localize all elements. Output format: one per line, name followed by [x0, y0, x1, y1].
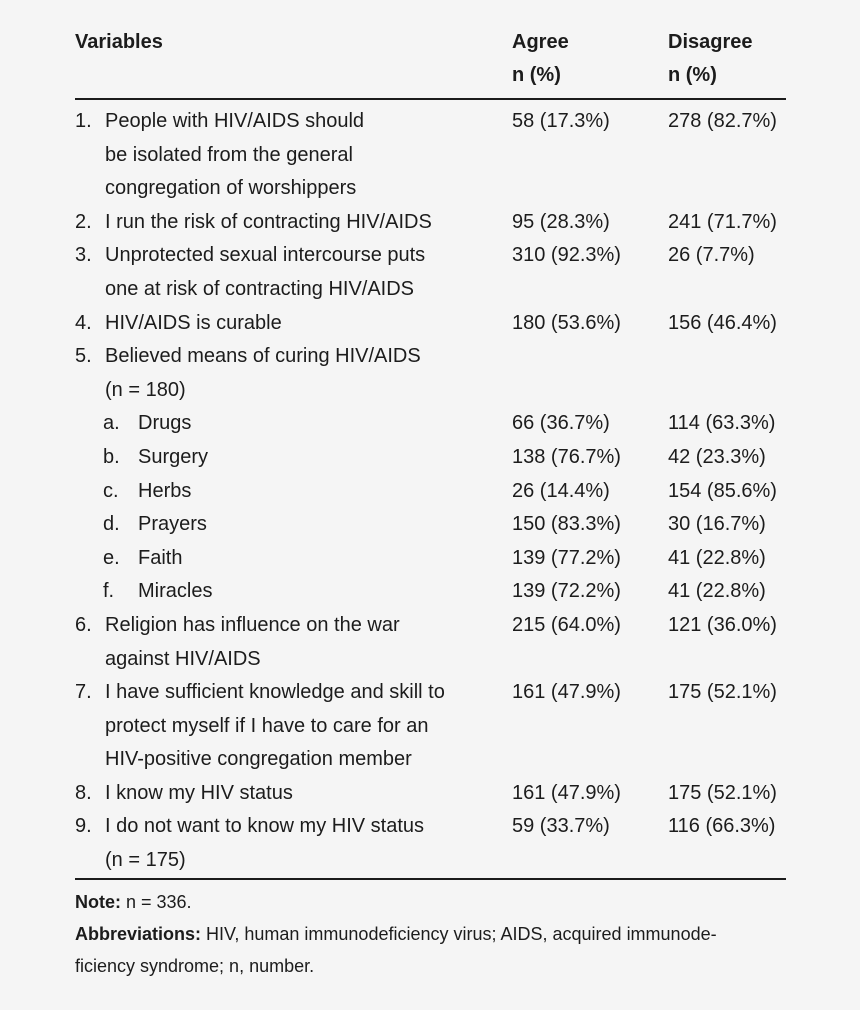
row-number: 3. [75, 244, 92, 267]
agree-value: 59 (33.7%) [512, 815, 610, 838]
table-row [75, 676, 786, 777]
row-number: a. [103, 412, 120, 435]
variable-text-line: Miracles [138, 580, 213, 603]
variable-text-line: I run the risk of contracting HIV/AIDS [105, 210, 432, 233]
variable-cell [75, 810, 512, 877]
agree-value: 161 (47.9%) [512, 681, 621, 704]
disagree-value: 26 (7.7%) [668, 244, 755, 267]
disagree-value: 241 (71.7%) [668, 210, 777, 233]
variable-text-line: Religion has influence on the war [105, 613, 400, 636]
variable-text-line: Drugs [138, 412, 192, 435]
agree-value: 310 (92.3%) [512, 244, 621, 267]
variable-text [105, 307, 512, 341]
variable-cell [75, 575, 512, 609]
table-row [75, 508, 786, 542]
row-number: 2. [75, 210, 92, 233]
column-header-agree-label: Agree [512, 31, 569, 53]
variable-text-line: Unprotected sexual intercourse puts [105, 244, 426, 267]
variable-text [138, 575, 512, 609]
variable-cell [75, 508, 512, 542]
abbreviations-label: Abbreviations: [75, 923, 202, 944]
row-number: f. [103, 580, 115, 603]
variable-text-line: one at risk of contracting HIV/AIDS [105, 277, 415, 300]
table-row [75, 542, 786, 576]
agree-value: 139 (77.2%) [512, 546, 621, 569]
column-header-agree [512, 26, 668, 92]
disagree-value: 121 (36.0%) [668, 613, 777, 636]
variable-text-line: HIV-positive congregation member [105, 748, 412, 771]
variable-cell [75, 105, 512, 206]
agree-value: 95 (28.3%) [512, 210, 610, 233]
row-number: 1. [75, 110, 92, 132]
agree-value: 161 (47.9%) [512, 781, 621, 804]
variable-text [138, 441, 512, 475]
disagree-value: 156 (46.4%) [668, 311, 777, 334]
variable-cell [75, 609, 512, 676]
row-number: d. [103, 513, 120, 536]
survey-results-table [75, 26, 786, 982]
disagree-value: 41 (22.8%) [668, 546, 766, 569]
variable-text-line: (n = 175) [105, 849, 186, 872]
row-number: 5. [75, 345, 92, 368]
variable-cell [75, 206, 512, 240]
variable-text-line: I have sufficient knowledge and skill to [105, 681, 445, 704]
row-number: c. [103, 479, 119, 502]
disagree-value: 154 (85.6%) [668, 479, 777, 502]
note-label: Note: [75, 891, 121, 912]
disagree-value: 175 (52.1%) [668, 681, 777, 704]
variable-text-line: (n = 180) [105, 378, 186, 401]
variable-cell [75, 307, 512, 341]
footer-rule [75, 878, 786, 880]
table-row [75, 239, 786, 306]
row-number: 4. [75, 311, 92, 334]
variable-text [138, 542, 512, 576]
abbreviations-line-2: ficiency syndrome; n, number. [75, 955, 315, 976]
variable-text-line: be isolated from the general [105, 143, 353, 166]
variable-text [138, 475, 512, 509]
table-row [75, 441, 786, 475]
table-row [75, 810, 786, 877]
row-number: b. [103, 445, 120, 468]
variable-text-line: against HIV/AIDS [105, 647, 261, 670]
row-number: 7. [75, 681, 92, 704]
agree-value: 26 (14.4%) [512, 479, 610, 502]
variable-cell [75, 777, 512, 811]
disagree-value: 30 (16.7%) [668, 513, 766, 536]
variable-text-line: Surgery [138, 445, 209, 468]
column-header-variables-label: Variables [75, 31, 163, 53]
variable-cell [75, 340, 512, 407]
agree-value: 180 (53.6%) [512, 311, 621, 334]
variable-text-line: People with HIV/AIDS should [105, 110, 365, 132]
variable-text-line: HIV/AIDS is curable [105, 311, 282, 334]
variable-text [138, 407, 512, 441]
disagree-value: 42 (23.3%) [668, 445, 766, 468]
variable-text-line: I know my HIV status [105, 781, 293, 804]
variable-text [105, 609, 512, 676]
note-text: n = 336. [121, 891, 192, 912]
table-row [75, 777, 786, 811]
row-number: 9. [75, 815, 92, 838]
variable-cell [75, 441, 512, 475]
variable-text [105, 810, 512, 877]
table-row [75, 609, 786, 676]
column-header-disagree [668, 26, 786, 92]
table-row [75, 105, 786, 206]
variable-text-line: Faith [138, 546, 183, 569]
disagree-value: 116 (66.3%) [668, 815, 776, 838]
variable-text [105, 777, 512, 811]
variable-text [105, 239, 512, 306]
agree-value: 215 (64.0%) [512, 613, 621, 636]
table-header-row [75, 26, 786, 92]
variable-cell [75, 475, 512, 509]
disagree-value: 278 (82.7%) [668, 110, 777, 132]
table-row [75, 407, 786, 441]
variable-text [105, 206, 512, 240]
variable-text-line: protect myself if I have to care for an [105, 714, 429, 737]
row-number: 6. [75, 613, 92, 636]
table-row [75, 340, 786, 407]
disagree-value: 175 (52.1%) [668, 781, 777, 804]
disagree-value: 114 (63.3%) [668, 412, 776, 435]
column-header-disagree-unit: n (%) [668, 64, 717, 86]
table-footnotes [75, 886, 786, 982]
variable-cell [75, 239, 512, 306]
abbreviations-text-1: HIV, human immunodeficiency virus; AIDS, acquired immunode- [201, 923, 717, 944]
column-header-disagree-label: Disagree [668, 31, 753, 53]
abbreviations-line-1 [75, 918, 786, 950]
note-line [75, 886, 786, 918]
agree-value: 138 (76.7%) [512, 445, 621, 468]
variable-text-line: Believed means of curing HIV/AIDS [105, 345, 421, 368]
table-row [75, 307, 786, 341]
table-body [75, 100, 786, 878]
table-row [75, 575, 786, 609]
agree-value: 66 (36.7%) [512, 412, 610, 435]
variable-text [105, 676, 512, 777]
variable-text [105, 105, 512, 206]
variable-text [138, 508, 512, 542]
row-number: e. [103, 546, 120, 569]
variable-cell [75, 676, 512, 777]
disagree-value: 41 (22.8%) [668, 580, 766, 603]
agree-value: 58 (17.3%) [512, 110, 610, 132]
variable-cell [75, 542, 512, 576]
table-row [75, 475, 786, 509]
column-header-variables [75, 26, 512, 59]
column-header-agree-unit: n (%) [512, 64, 561, 86]
table-row [75, 206, 786, 240]
variable-text [105, 340, 512, 407]
row-number: 8. [75, 781, 92, 804]
variable-text-line: Herbs [138, 479, 192, 502]
variable-text-line: Prayers [138, 513, 207, 536]
agree-value: 139 (72.2%) [512, 580, 621, 603]
variable-text-line: I do not want to know my HIV status [105, 815, 425, 838]
variable-text-line: congregation of worshippers [105, 177, 357, 200]
agree-value: 150 (83.3%) [512, 513, 621, 536]
variable-cell [75, 407, 512, 441]
